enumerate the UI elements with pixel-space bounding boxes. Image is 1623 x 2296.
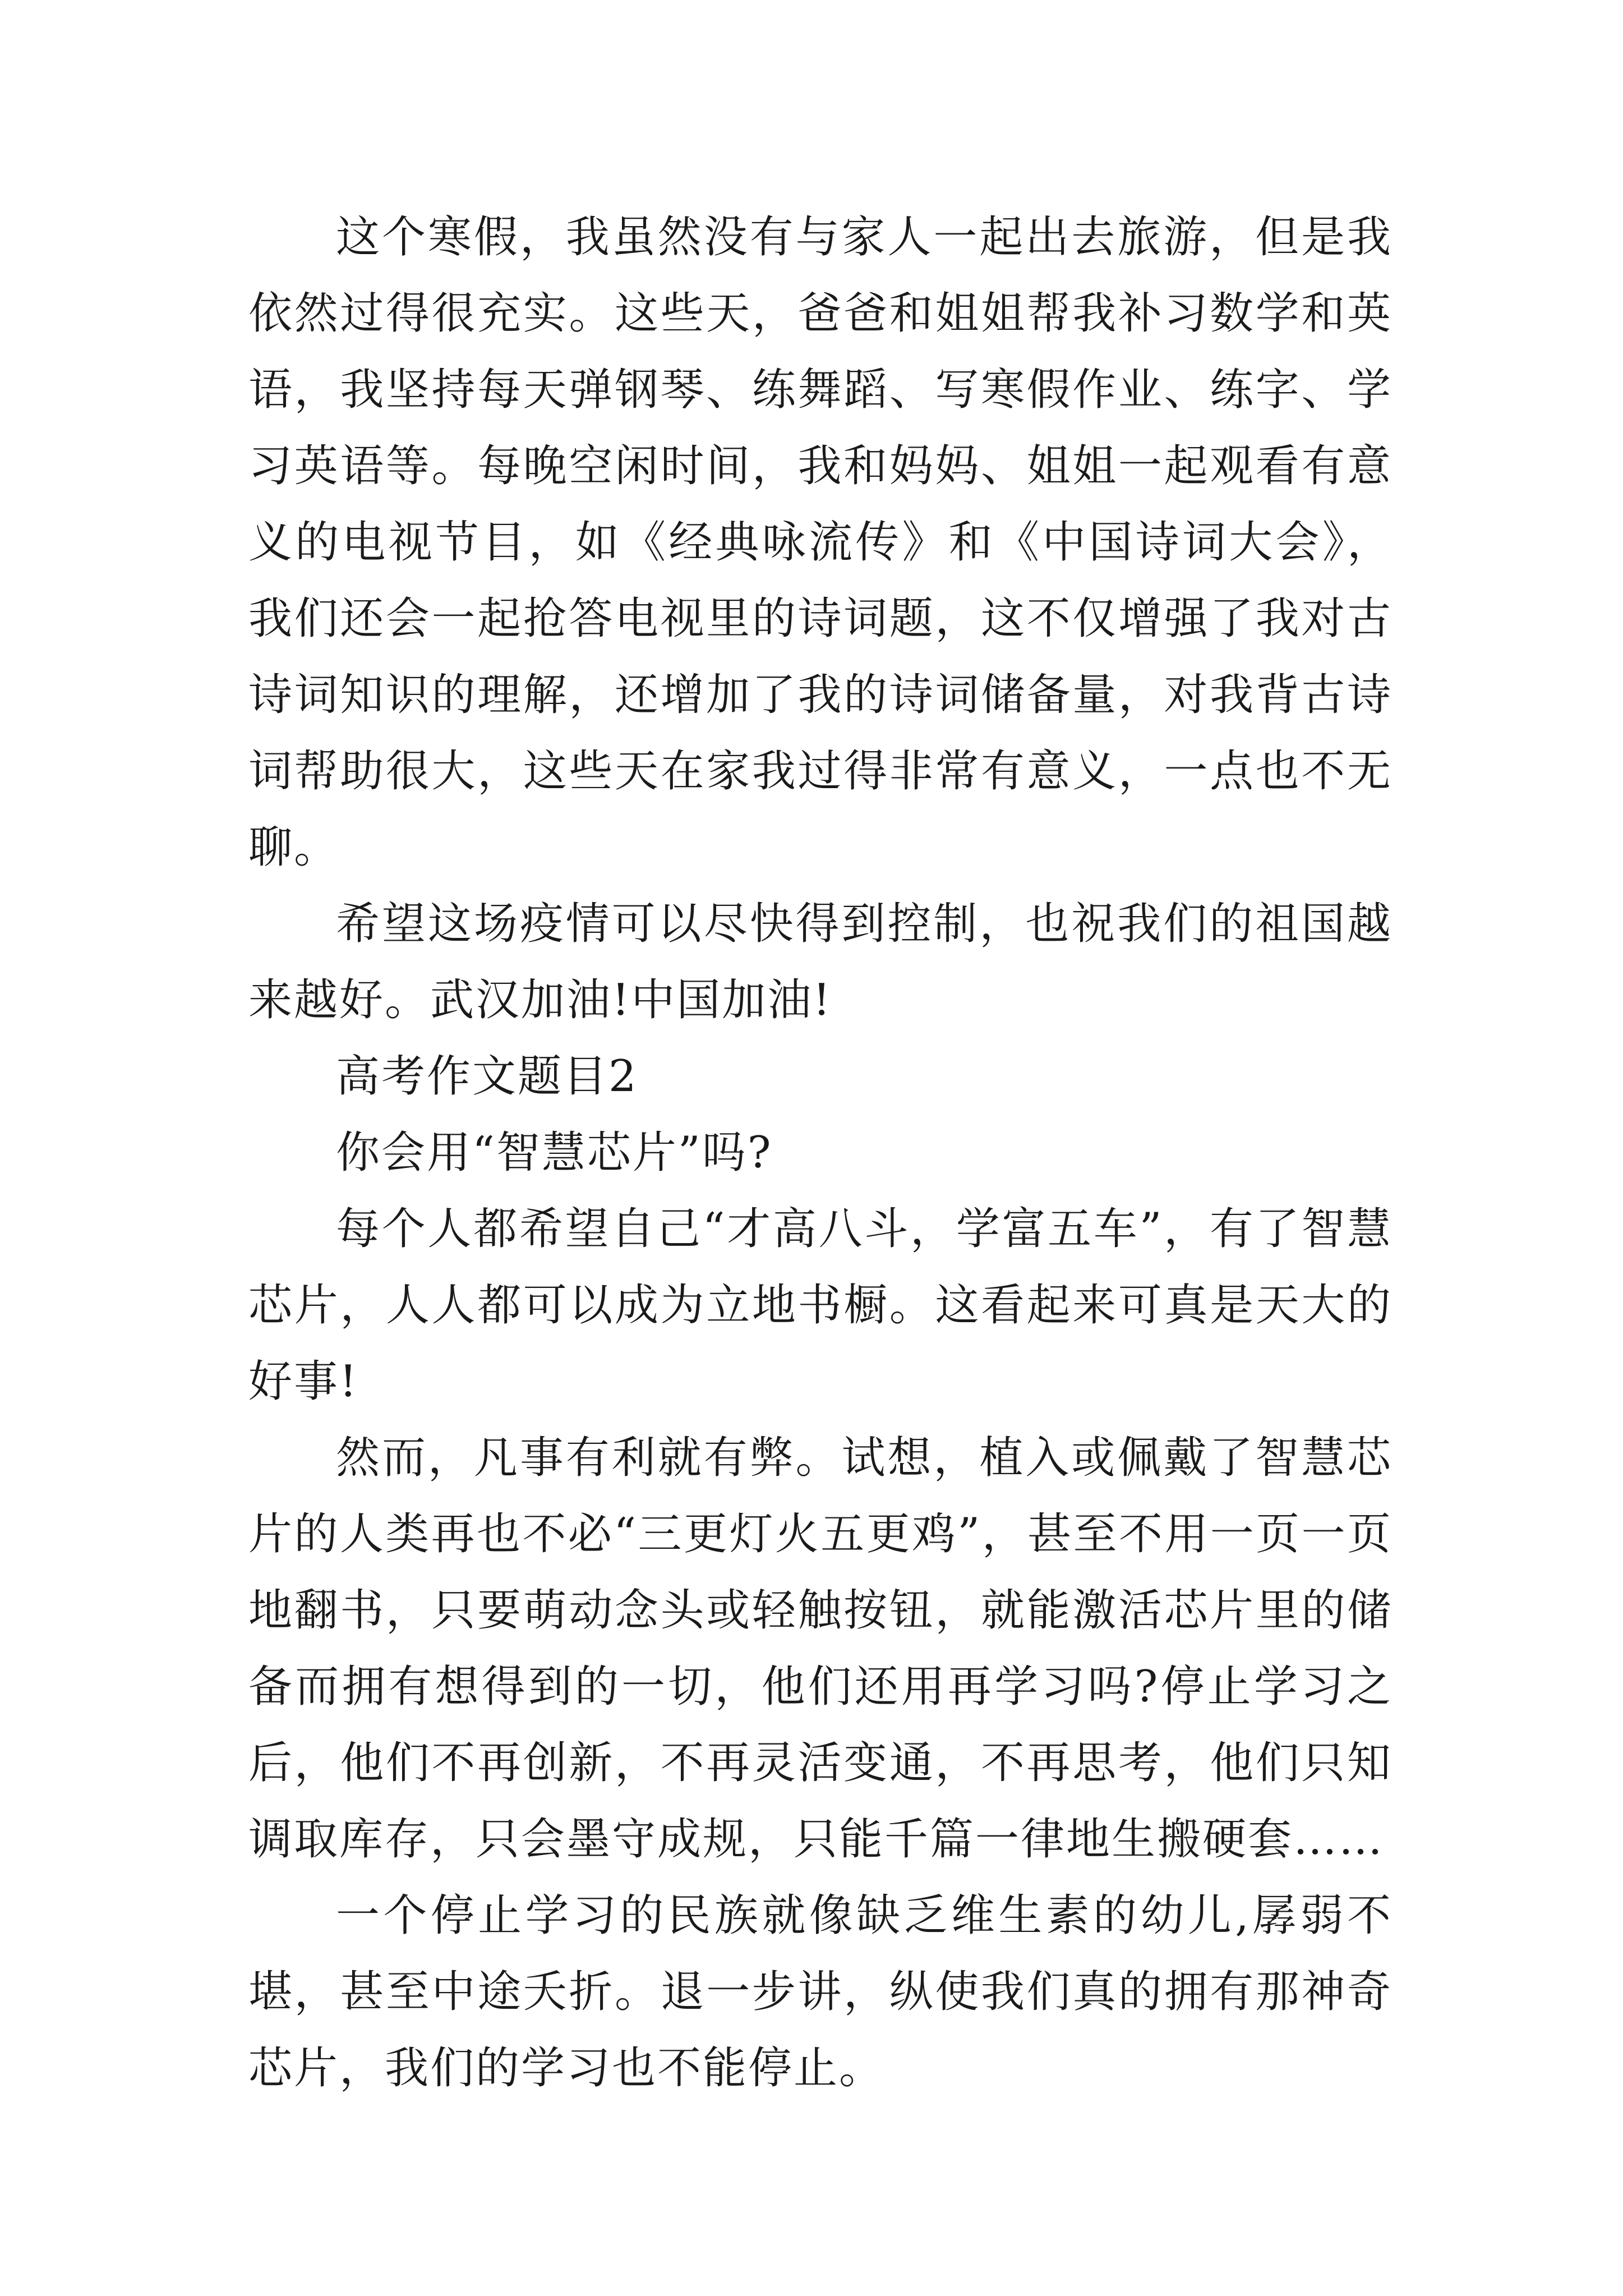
essay-paragraph-3: 一个停止学习的民族就像缺乏维生素的幼儿,孱弱不堪，甚至中途夭折。退一步讲，纵使我们真的拥有那神奇芯片，我们的学习也不能停止。 (248, 1890, 1393, 2093)
paragraph-hope: 希望这场疫情可以尽快得到控制，也祝我们的祖国越来越好。武汉加油!中国加油! (248, 899, 1393, 1025)
essay-paragraph-2: 然而，凡事有利就有弊。试想，植入或佩戴了智慧芯片的人类再也不必“三更灯火五更鸡”，甚至不用一页一页地翻书，只要萌动念头或轻触按钮，就能激活芯片里的储备而拥有想得到的一切，他们还用再学习吗?停止学习之后，他们不再创新，不再灵活变通，不再思考，他们只知调取库存，只会墨守成规，只能千篇一律地生搬硬套…… (248, 1433, 1393, 1865)
paragraph-winter-break: 这个寒假，我虽然没有与家人一起出去旅游，但是我依然过得很充实。这些天，爸爸和姐姐帮我补习数学和英语，我坚持每天弹钢琴、练舞蹈、写寒假作业、练字、学习英语等。每晚空闲时间，我和妈妈、姐姐一起观看有意义的电视节目，如《经典咏流传》和《中国诗词大会》，我们还会一起抢答电视里的诗词题，这不仅增强了我对古诗词知识的理解，还增加了我的诗词储备量，对我背古诗词帮助很大，这些天在家我过得非常有意义，一点也不无聊。 (248, 212, 1393, 873)
essay-paragraph-1: 每个人都希望自己“才高八斗，学富五车”，有了智慧芯片，人人都可以成为立地书橱。这看起来可真是天大的好事! (248, 1204, 1393, 1407)
essay-title: 你会用“智慧芯片”吗? (336, 1128, 773, 1178)
document-body (248, 199, 1393, 2106)
section-title: 高考作文题目2 (336, 1051, 638, 1102)
